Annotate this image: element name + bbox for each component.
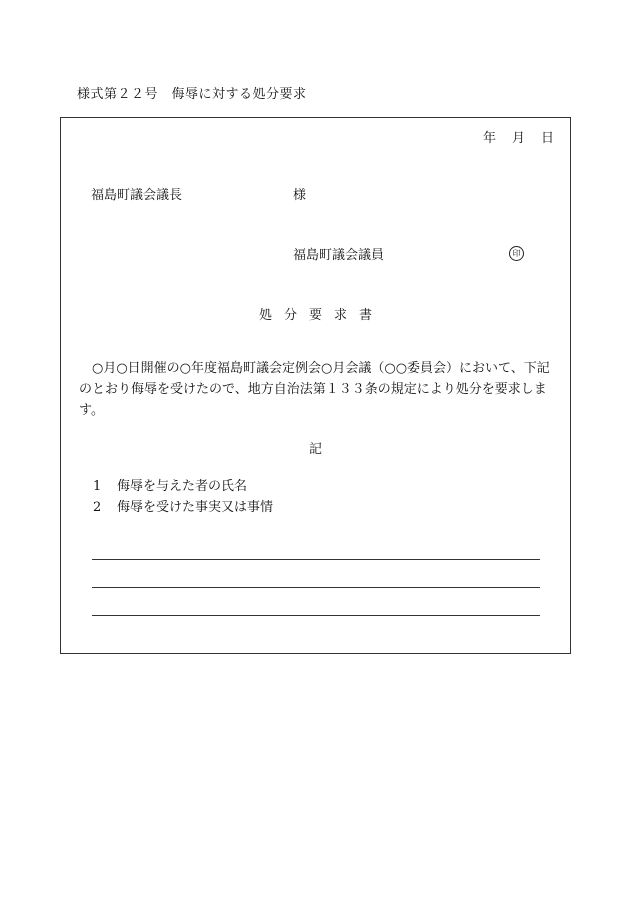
honorific: 様 — [293, 188, 307, 203]
blank-line — [92, 615, 540, 616]
list-item — [93, 475, 247, 494]
form-title: 様式第２２号 侮辱に対する処分要求 — [77, 87, 307, 102]
document-title: 処分要求書 — [258, 308, 384, 323]
body-paragraph: ○月○日開催の○年度福島町議会定例会○月会議（○○委員会）において、下記のとおり侮辱を受けたので、地方自治法第１３３条の規定により処分を要求します。 — [79, 361, 550, 418]
addressee: 福島町議会議長 — [91, 188, 183, 203]
item-number: 1 — [93, 479, 102, 494]
date-year: 年 — [482, 131, 496, 146]
form-frame — [60, 117, 571, 654]
date-month: 月 — [511, 131, 525, 146]
sender: 福島町議会議員 — [293, 248, 385, 263]
ki-heading: 記 — [308, 442, 322, 457]
list-item — [93, 496, 273, 515]
seal-mark: 印 — [509, 246, 524, 261]
item-text: 侮辱を与えた者の氏名 — [117, 479, 248, 494]
item-text: 侮辱を受けた事実又は事情 — [117, 500, 274, 515]
date-line — [483, 127, 554, 146]
blank-line — [92, 559, 540, 560]
date-day: 日 — [540, 131, 554, 146]
blank-line — [92, 587, 540, 588]
item-number: 2 — [93, 500, 102, 515]
